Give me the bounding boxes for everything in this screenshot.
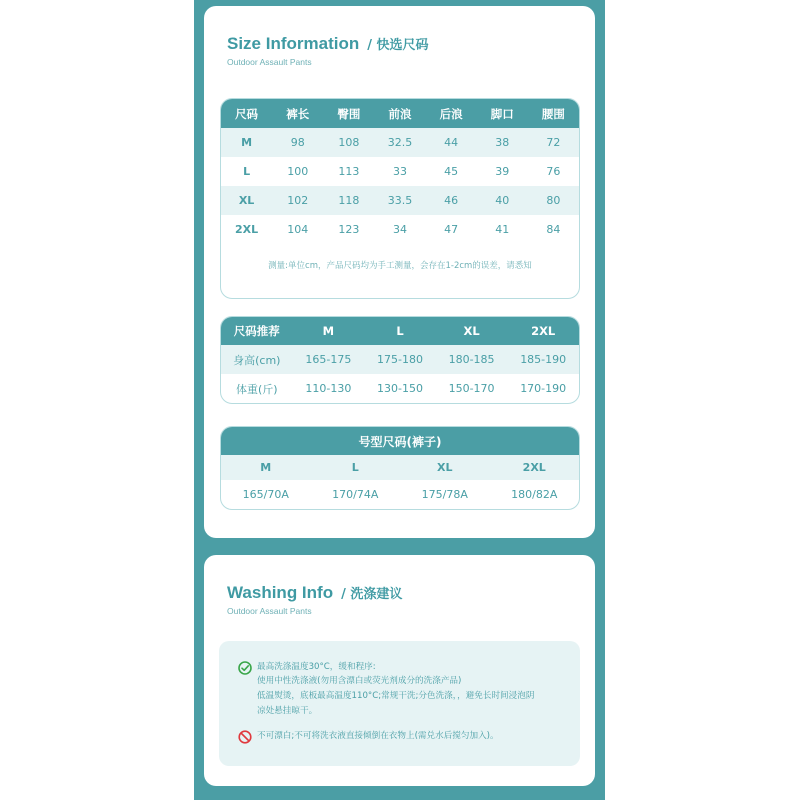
header-cell: 后浪 bbox=[439, 106, 463, 121]
table-cell: 185-190 bbox=[520, 353, 567, 366]
table-row bbox=[221, 374, 579, 403]
table-cell: 32.5 bbox=[387, 136, 413, 149]
model-size-title: 号型尺码(裤子) bbox=[221, 427, 579, 455]
table-cell: 80 bbox=[546, 194, 561, 207]
table-cell: M bbox=[241, 136, 253, 149]
table-row bbox=[221, 455, 579, 480]
model-size-table bbox=[220, 426, 580, 510]
size-section-title bbox=[227, 34, 429, 54]
table-cell: 40 bbox=[495, 194, 510, 207]
washing-instructions-box bbox=[219, 641, 580, 766]
table-cell: 175-180 bbox=[377, 353, 423, 366]
table-row bbox=[221, 480, 579, 509]
wash-instruction-line: 凉处悬挂晾干。 bbox=[257, 706, 318, 716]
table-cell: XL bbox=[437, 461, 453, 474]
recommend-table bbox=[220, 316, 580, 404]
table-cell: 170/74A bbox=[332, 488, 379, 501]
table-cell: 体重(斤) bbox=[236, 382, 278, 396]
table-row bbox=[221, 345, 579, 374]
table-cell: 170-190 bbox=[520, 382, 567, 395]
table-cell: 165/70A bbox=[242, 488, 289, 501]
header-cell: 尺码 bbox=[235, 106, 259, 121]
table-cell: 84 bbox=[546, 223, 561, 236]
table-cell: 104 bbox=[287, 223, 309, 236]
header-cell: L bbox=[396, 324, 404, 338]
header-cell: M bbox=[322, 324, 335, 338]
table-cell: 102 bbox=[287, 194, 309, 207]
measure-table-header bbox=[221, 99, 579, 128]
table-cell: 38 bbox=[495, 136, 510, 149]
recommend-table-header bbox=[221, 317, 579, 345]
table-cell: 180-185 bbox=[448, 353, 495, 366]
wash-warning-line: 不可漂白;不可将洗衣液直接倾倒在衣物上(需兑水后搅匀加入)。 bbox=[257, 731, 499, 741]
header-cell: 尺码推荐 bbox=[233, 324, 280, 338]
table-cell: 34 bbox=[392, 223, 407, 236]
table-cell: 130-150 bbox=[377, 382, 423, 395]
header-cell: 腰围 bbox=[541, 106, 565, 121]
table-cell: 72 bbox=[546, 136, 561, 149]
table-cell: M bbox=[260, 461, 272, 474]
table-cell: 33 bbox=[392, 165, 407, 178]
table-row bbox=[221, 157, 579, 186]
size-subtitle: Outdoor Assault Pants bbox=[227, 57, 312, 67]
table-cell: 46 bbox=[444, 194, 459, 207]
header-cell: XL bbox=[463, 324, 480, 338]
table-cell: XL bbox=[238, 194, 255, 207]
table-cell: L bbox=[243, 165, 251, 178]
table-cell: 123 bbox=[338, 223, 360, 236]
table-cell: L bbox=[351, 461, 359, 474]
table-cell: 2XL bbox=[522, 461, 546, 474]
measure-table bbox=[220, 98, 580, 299]
wash-instruction-line: 最高洗涤温度30°C，缓和程序: bbox=[257, 662, 376, 672]
table-cell: 76 bbox=[546, 165, 561, 178]
table-cell: 2XL bbox=[234, 223, 259, 236]
table-cell: 33.5 bbox=[387, 194, 413, 207]
table-row bbox=[221, 128, 579, 157]
wash-instruction-line: 低温熨烫，底板最高温度110°C;常规干洗;分色洗涤，，避免长时间浸泡阴 bbox=[257, 691, 535, 701]
table-cell: 44 bbox=[444, 136, 459, 149]
header-cell: 前浪 bbox=[388, 106, 412, 121]
table-cell: 118 bbox=[338, 194, 360, 207]
wash-title-cn: / 洗涤建议 bbox=[341, 587, 403, 602]
table-row bbox=[221, 215, 579, 244]
wash-section-title bbox=[227, 583, 402, 603]
table-cell: 110-130 bbox=[305, 382, 352, 395]
table-cell: 39 bbox=[495, 165, 510, 178]
table-cell: 150-170 bbox=[448, 382, 495, 395]
table-cell: 175/78A bbox=[421, 488, 468, 501]
header-cell: 2XL bbox=[531, 324, 556, 338]
check-circle-icon bbox=[238, 660, 252, 674]
measure-note: 测量:单位cm，产品尺码均为手工测量，会存在1-2cm的误差，请悉知 bbox=[268, 261, 532, 271]
table-cell: 180/82A bbox=[511, 488, 558, 501]
washing-info-card bbox=[204, 555, 595, 786]
table-row bbox=[221, 186, 579, 215]
table-cell: 45 bbox=[444, 165, 459, 178]
wash-instruction-line: 使用中性洗涤液(勿用含漂白或荧光剂成分的洗涤产品) bbox=[257, 676, 462, 686]
table-cell: 100 bbox=[287, 165, 309, 178]
wash-subtitle: Outdoor Assault Pants bbox=[227, 606, 312, 616]
table-cell: 165-175 bbox=[305, 353, 352, 366]
header-cell: 裤长 bbox=[286, 106, 310, 121]
table-cell: 108 bbox=[338, 136, 360, 149]
table-cell: 41 bbox=[495, 223, 510, 236]
prohibited-icon bbox=[238, 729, 252, 743]
header-cell: 脚口 bbox=[490, 106, 514, 121]
table-cell: 身高(cm) bbox=[233, 353, 281, 367]
table-cell: 98 bbox=[290, 136, 305, 149]
table-cell: 47 bbox=[444, 223, 459, 236]
size-title-en: Size Information bbox=[227, 34, 360, 53]
size-information-card bbox=[204, 6, 595, 538]
wash-title-en: Washing Info bbox=[227, 583, 334, 602]
size-title-cn: / 快选尺码 bbox=[367, 38, 429, 53]
header-cell: 臀围 bbox=[337, 106, 361, 121]
table-cell: 113 bbox=[338, 165, 360, 178]
